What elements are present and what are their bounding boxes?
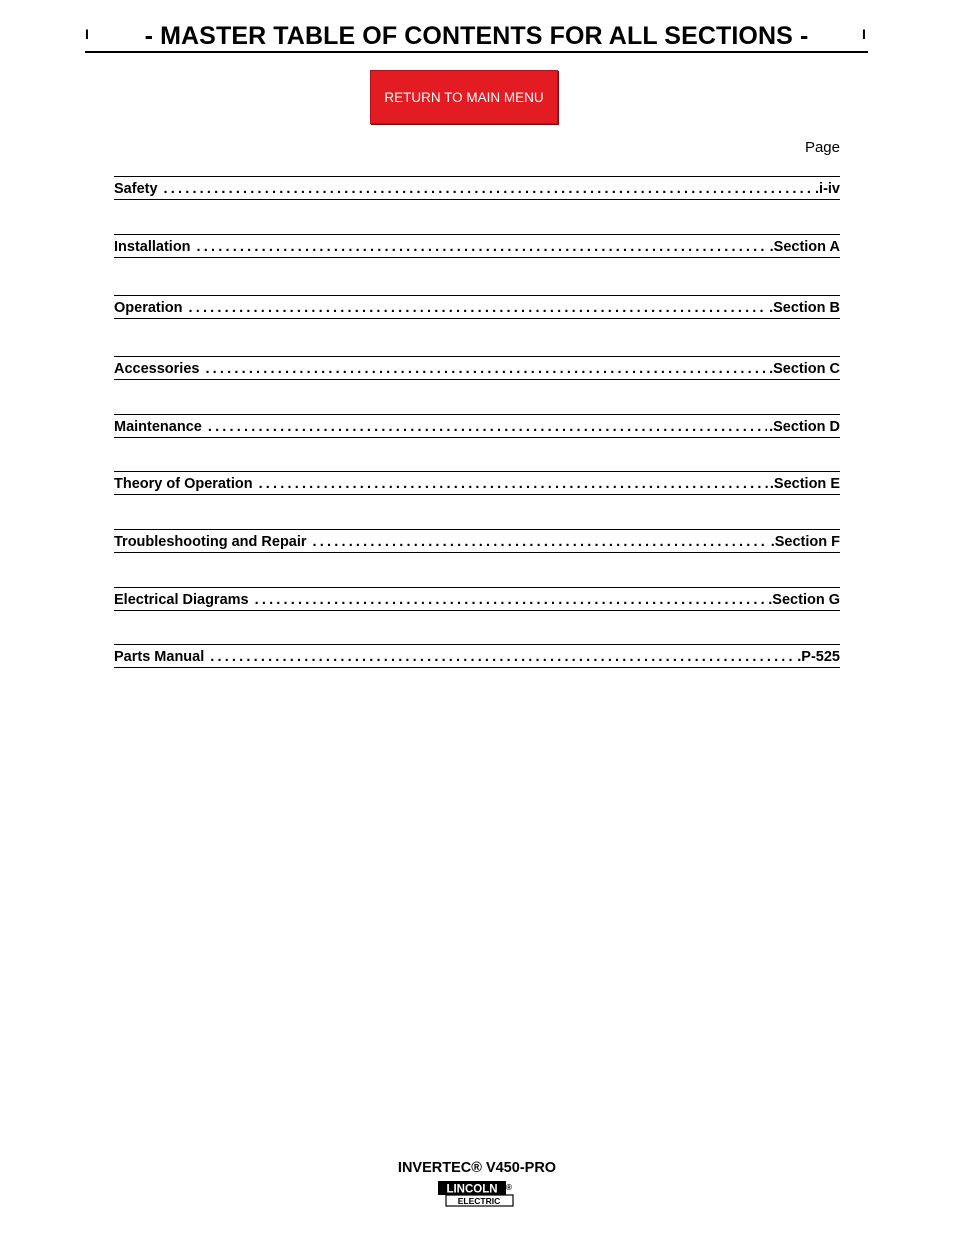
toc-entry-name: Operation [114,300,183,316]
toc-entry-safety[interactable] [114,176,840,200]
toc-leader-dots [188,300,767,316]
toc-entry-parts-manual[interactable] [114,644,840,668]
toc-entry-installation[interactable] [114,234,840,258]
page-column-header: Page [804,139,840,156]
toc-entry-name: Parts Manual [114,649,205,665]
toc-entry-page: .Section A [769,239,840,255]
toc-entry-page: .Section E [769,476,840,492]
toc-leader-dots [259,476,768,492]
toc-entry-electrical-diagrams[interactable] [114,587,840,611]
toc-entry-page: .Section F [770,534,840,550]
toc-leader-dots [197,239,768,255]
toc-entry-accessories[interactable] [114,356,840,380]
toc-leader-dots [164,181,813,197]
toc-entry-page: .Section B [769,300,840,316]
title-divider [85,51,868,53]
toc-entry-name: Safety [114,181,158,197]
toc-entry-page: .Section G [768,592,840,608]
toc-entry-maintenance[interactable] [114,414,840,438]
toc-entry-name: Troubleshooting and Repair [114,534,307,550]
toc-entry-name: Accessories [114,361,200,377]
toc-entry-page: .Section C [769,361,840,377]
page-title: - MASTER TABLE OF CONTENTS FOR ALL SECTIONS - [144,22,809,50]
lincoln-electric-logo [437,1180,515,1207]
toc-leader-dots [205,361,767,377]
logo-registered-mark: ® [506,1183,512,1192]
corner-marker-left: I [85,26,89,42]
toc-entry-page: .P-525 [797,649,840,665]
toc-entry-name: Installation [114,239,191,255]
toc-entry-operation[interactable] [114,295,840,319]
footer-model-name: INVERTEC® V450-PRO [397,1160,557,1176]
toc-leader-dots [210,649,795,665]
toc-entry-name: Electrical Diagrams [114,592,249,608]
toc-entry-name: Maintenance [114,419,202,435]
toc-entry-page: .Section D [769,419,840,435]
corner-marker-right: I [862,26,866,42]
toc-leader-dots [255,592,767,608]
toc-entry-name: Theory of Operation [114,476,253,492]
toc-entry-theory-of-operation[interactable] [114,471,840,495]
toc-entry-troubleshooting-and-repair[interactable] [114,529,840,553]
logo-top-text: LINCOLN [446,1183,498,1196]
toc-leader-dots [208,419,767,435]
toc-leader-dots [313,534,769,550]
return-to-main-menu-button[interactable]: RETURN TO MAIN MENU [370,70,558,124]
toc-entry-page: .i-iv [815,181,840,197]
logo-bottom-text: ELECTRIC [457,1196,501,1206]
